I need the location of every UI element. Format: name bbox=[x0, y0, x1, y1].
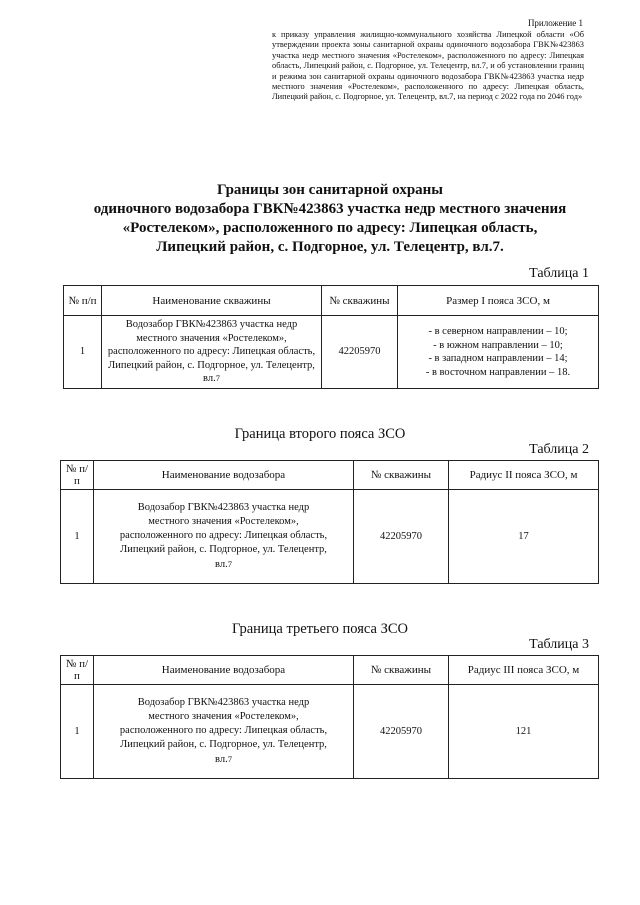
table1-size-east: - в восточном направлении – 18. bbox=[425, 366, 571, 378]
table3-header-radius: Радиус III пояса ЗСО, м bbox=[449, 656, 599, 685]
appendix-title: Приложение 1 bbox=[527, 18, 583, 28]
table1-cell-num: 1 bbox=[64, 316, 102, 389]
table2-cell-name bbox=[94, 490, 354, 584]
table3-cell-well: 42205970 bbox=[354, 685, 449, 779]
table2 bbox=[60, 460, 599, 584]
table3-name-text: Водозабор ГВК№423863 участка недр местного значения «Ростелеком», расположенного по адресу: Липецкая область, Липецкий район, с. Подгорное, ул. Телецентр, вл. bbox=[119, 697, 328, 765]
table2-header-row bbox=[61, 461, 599, 490]
table3-header-well: № скважины bbox=[354, 656, 449, 685]
main-title-line-3: «Ростелеком», расположенного по адресу: Липецкая область, bbox=[122, 220, 538, 236]
table2-caption: Таблица 2 bbox=[529, 442, 589, 457]
table-row bbox=[61, 490, 599, 584]
table2-cell-num: 1 bbox=[61, 490, 94, 584]
table2-header-well: № скважины bbox=[354, 461, 449, 490]
table-row bbox=[64, 316, 599, 389]
table1-name-tail: 7 bbox=[215, 373, 220, 384]
table1-header-size: Размер I пояса ЗСО, м bbox=[398, 286, 599, 316]
table2-name-tail: 7 bbox=[227, 559, 232, 569]
table3-cell-num: 1 bbox=[61, 685, 94, 779]
table1-cell-size bbox=[398, 316, 599, 389]
table2-header-name: Наименование водозабора bbox=[94, 461, 354, 490]
table1 bbox=[63, 285, 599, 389]
table2-cell-radius: 17 bbox=[449, 490, 599, 584]
table3 bbox=[60, 655, 599, 779]
section3-heading: Граница третьего пояса ЗСО bbox=[231, 621, 409, 637]
table2-header-radius: Радиус II пояса ЗСО, м bbox=[449, 461, 599, 490]
table1-cell-name bbox=[102, 316, 322, 389]
table1-name-text: Водозабор ГВК№423863 участка недр местного значения «Ростелеком», расположенного по адресу: Липецкая область, Липецкий район, с. Подгорное, ул. Телецентр, вл. bbox=[107, 319, 316, 385]
table1-size-west: - в западном направлении – 14; bbox=[428, 353, 568, 364]
main-title-line-4: Липецкий район, с. Подгорное, ул. Телецентр, вл.7. bbox=[156, 239, 504, 255]
table1-header-well: № скважины bbox=[322, 286, 398, 316]
appendix-text: к приказу управления жилищно-коммунального хозяйства Липецкой области «Об утверждении проекта зоны санитарной охраны одиночного водозабора ГВК№423863 участка недр местного значения «Ростелеком», расположенного по адресу: Липецкая область, Липецкий район, с. Подгорное, ул. Телецентр, вл.7, и об установлении границ и режима зон санитарной охраны одиночного водозабора ГВК№423863 участка недр местного значения «Ростелеком», расположенного по адресу: Липецкая область, Липецкий район, с. Подгорное, ул. Телецентр, вл.7, на период с 2022 года по 2046 год» bbox=[272, 30, 584, 102]
table2-cell-well: 42205970 bbox=[354, 490, 449, 584]
table1-header-name: Наименование скважины bbox=[102, 286, 322, 316]
table1-header-row bbox=[64, 286, 599, 316]
table3-header-name: Наименование водозабора bbox=[94, 656, 354, 685]
table3-header-num: № п/п bbox=[61, 656, 94, 685]
table2-header-num: № п/п bbox=[61, 461, 94, 490]
table1-header-num: № п/п bbox=[64, 286, 102, 316]
section2-heading: Граница второго пояса ЗСО bbox=[234, 426, 406, 442]
table-row bbox=[61, 685, 599, 779]
main-title-line-1: Границы зон санитарной охраны bbox=[216, 182, 444, 198]
table3-cell-radius: 121 bbox=[449, 685, 599, 779]
table1-caption: Таблица 1 bbox=[529, 266, 589, 281]
table1-size-north: - в северном направлении – 10; bbox=[428, 326, 568, 337]
table3-name-tail: 7 bbox=[227, 754, 232, 764]
table3-header-row bbox=[61, 656, 599, 685]
table1-cell-well: 42205970 bbox=[322, 316, 398, 389]
table2-name-text: Водозабор ГВК№423863 участка недр местного значения «Ростелеком», расположенного по адресу: Липецкая область, Липецкий район, с. Подгорное, ул. Телецентр, вл. bbox=[119, 502, 328, 570]
table3-cell-name bbox=[94, 685, 354, 779]
main-title-line-2: одиночного водозабора ГВК№423863 участка недр местного значения bbox=[93, 201, 567, 217]
table1-size-south: - в южном направлении – 10; bbox=[433, 339, 563, 351]
table3-caption: Таблица 3 bbox=[529, 637, 589, 652]
main-title bbox=[40, 181, 620, 257]
